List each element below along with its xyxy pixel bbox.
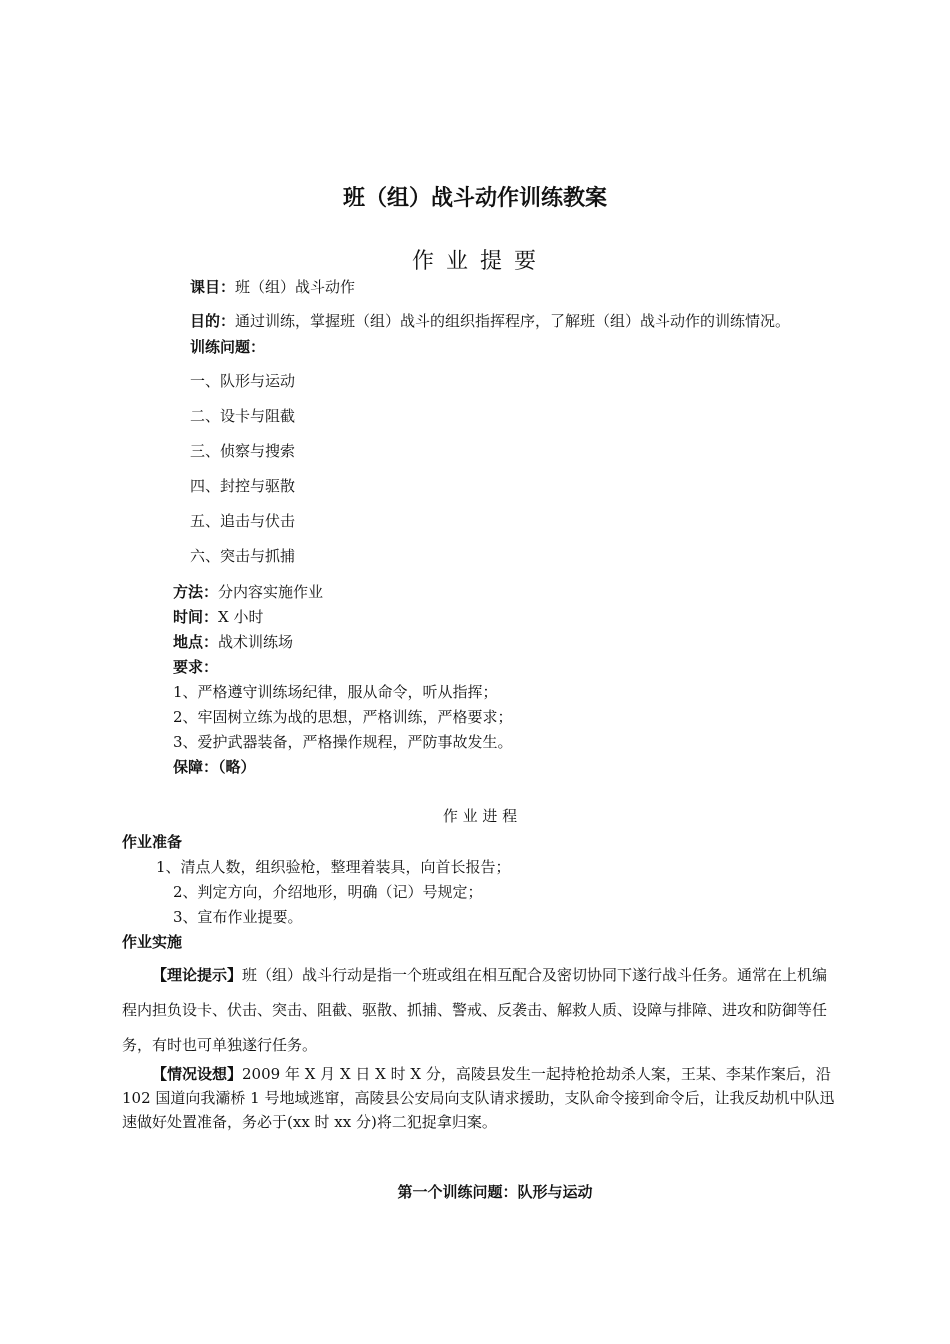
scenario-paragraph [122, 1062, 838, 1134]
problems-label: 训练问题： [190, 338, 266, 356]
purpose-value: 通过训练，掌握班（组）战斗的组织指挥程序，了解班（组）战斗动作的训练情况。 [235, 312, 791, 330]
process-title: 作 业 进 程 [442, 807, 518, 825]
theory-text: 班（组）战斗行动是指一个班或组在相互配合及密切协同下遂行战斗任务。通常在上机编程内担负设卡、伏击、突击、阻截、驱散、抓捕、警戒、反袭击、解救人质、设障与排障、进攻和防御等任务，有时也可单独遂行任务。 [122, 966, 828, 1054]
course-label: 课目： [190, 278, 236, 296]
course-line [190, 277, 355, 297]
problem-item: 五、追击与伏击 [190, 512, 296, 530]
theory-label: 【理论提示】 [152, 966, 243, 984]
page-title: 班（组）战斗动作训练教案 [342, 186, 607, 211]
time-label: 时间： [173, 608, 219, 626]
theory-paragraph [122, 958, 838, 1063]
problem-item: 一、队形与运动 [190, 372, 296, 390]
place-line [173, 632, 293, 652]
place-value: 战术训练场 [218, 633, 294, 651]
method-value: 分内容实施作业 [218, 583, 324, 601]
guarantee-line: 保障：（略） [173, 758, 256, 776]
requirement-item: 1、严格遵守训练场纪律，服从命令，听从指挥； [173, 683, 498, 701]
prep-item: 2、判定方向，介绍地形，明确（记）号规定； [173, 883, 483, 901]
scenario-label: 【情况设想】 [152, 1065, 243, 1083]
prep-item: 3、宣布作业提要。 [173, 908, 303, 926]
impl-heading: 作业实施 [122, 933, 183, 951]
method-line [173, 582, 323, 602]
prep-heading: 作业准备 [122, 833, 183, 851]
purpose-line [190, 311, 790, 331]
problem-item: 六、突击与抓捕 [190, 547, 296, 565]
place-label: 地点： [173, 633, 219, 651]
first-problem-heading: 第一个训练问题：队形与运动 [397, 1183, 593, 1201]
scenario-text: 2009 年 X 月 X 日 X 时 X 分，高陵县发生一起持枪抢劫杀人案，王某、李某作案后，沿 102 国道向我灞桥 1 号地域逃窜，高陵县公安局向支队请求援助，支队命令接到命令后，让我反劫机中队迅速做好处置准备，务必于(xx 时 xx 分)将二犯捉拿归案。 [122, 1065, 835, 1131]
course-value: 班（组）战斗动作 [235, 278, 356, 296]
requirements-label: 要求： [173, 658, 219, 676]
time-value: X 小时 [218, 608, 264, 626]
requirement-item: 2、牢固树立练为战的思想，严格训练，严格要求； [173, 708, 513, 726]
problem-item: 三、侦察与搜索 [190, 442, 296, 460]
problem-item: 四、封控与驱散 [190, 477, 296, 495]
prep-item: 1、清点人数，组织验枪，整理着装具，向首长报告； [156, 858, 511, 876]
purpose-label: 目的： [190, 312, 236, 330]
section-heading-summary: 作业提要 [411, 249, 548, 274]
requirement-item: 3、爱护武器装备，严格操作规程，严防事故发生。 [173, 733, 513, 751]
problem-item: 二、设卡与阻截 [190, 407, 296, 425]
time-line [173, 607, 263, 627]
method-label: 方法： [173, 583, 219, 601]
